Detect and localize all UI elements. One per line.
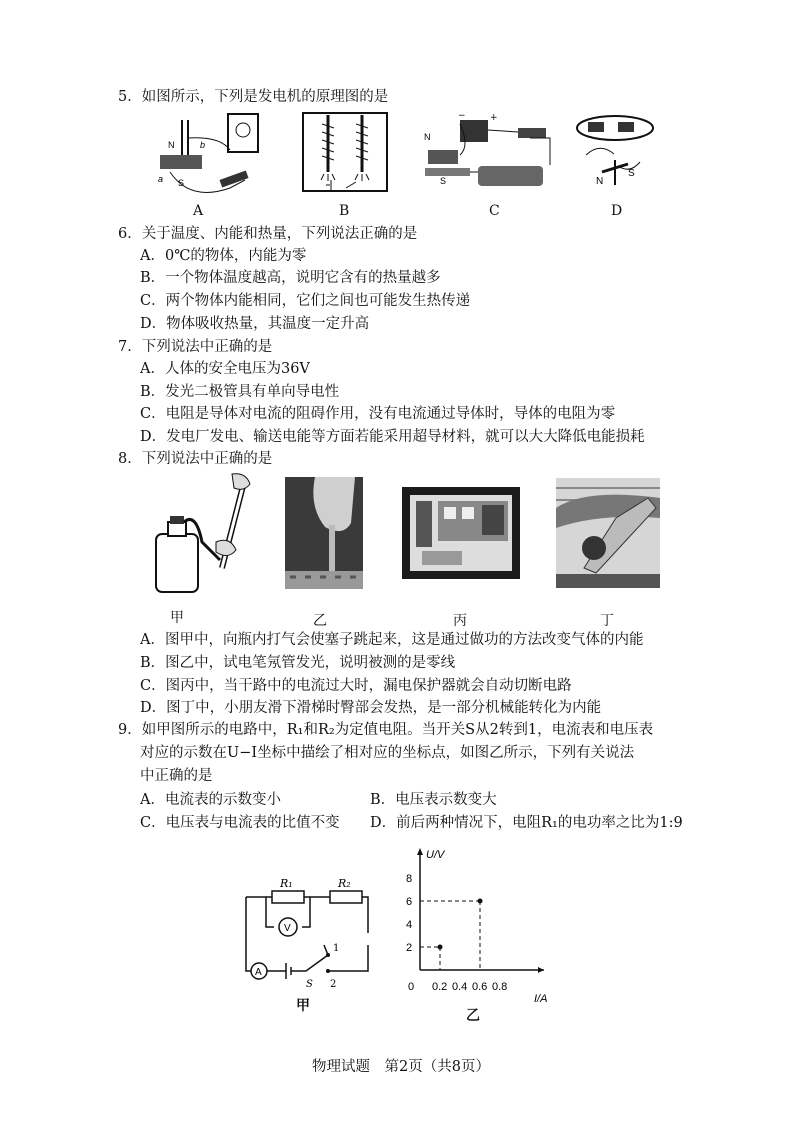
q5-figure-d [570, 110, 660, 195]
q8-figure-yi [285, 477, 363, 589]
q6-stem: 6．关于温度、内能和热量，下列说法正确的是 [118, 226, 418, 242]
q5-figure-c [420, 110, 560, 202]
q9-option-b: B．电压表示数变大 [370, 792, 497, 808]
q8-caption-ding: 丁 [600, 613, 614, 629]
q7-option-a: A．人体的安全电压为36V [140, 361, 310, 377]
q5-caption-c: C [489, 203, 500, 219]
x-tick-label: 0.2 [432, 981, 448, 993]
y-tick-label: 6 [406, 896, 413, 908]
q8-stem: 8．下列说法中正确的是 [118, 451, 273, 467]
y-tick-label: 4 [406, 919, 413, 931]
svg-text:N: N [424, 132, 431, 142]
q7-option-b: B．发光二极管具有单向导电性 [140, 384, 340, 400]
q8-option-a: A．图甲中，向瓶内打气会使塞子跳起来，这是通过做功的方法改变气体的内能 [140, 632, 644, 648]
q5-stem: 5．如图所示，下列是发电机的原理图的是 [118, 89, 389, 105]
q8-figure-ding [556, 478, 660, 588]
q9-option-d: D．前后两种情况下，电阻R₁的电功率之比为1:9 [370, 815, 683, 831]
q5-figure-a [150, 110, 270, 200]
svg-text:−: − [458, 111, 466, 121]
q9-circuit-diagram [238, 875, 378, 995]
q8-caption-bing: 丙 [453, 613, 467, 629]
q9-option-c: C．电压表与电流表的比值不变 [140, 815, 340, 831]
y-tick-label: 8 [406, 873, 413, 885]
x-tick-label: 0.4 [452, 981, 468, 993]
x-tick-label: 0.8 [492, 981, 508, 993]
q9-graph-caption: 乙 [466, 1008, 480, 1024]
label-b: b [200, 140, 206, 150]
contact-1-label: 1 [333, 943, 340, 954]
q6-option-c: C．两个物体内能相同，它们之间也可能发生热传递 [140, 293, 471, 309]
svg-text:S: S [440, 176, 447, 186]
q6-option-b: B．一个物体温度越高，说明它含有的热量越多 [140, 270, 441, 286]
data-point [438, 945, 443, 950]
q8-caption-jia: 甲 [170, 610, 184, 626]
page-footer: 物理试题 第2页（共8页） [312, 1059, 490, 1075]
q9-ui-graph [398, 842, 558, 1012]
q8-option-b: B．图乙中，试电笔氖管发光，说明被测的是零线 [140, 655, 456, 671]
q9-stem-line3: 中正确的是 [140, 768, 213, 784]
q9-stem-line2: 对应的示数在U−I坐标中描绘了相对应的坐标点，如图乙所示，下列有关说法 [140, 745, 635, 761]
q8-figure-bing [402, 487, 520, 579]
q7-option-c: C．电阻是导体对电流的阻碍作用，没有电流通过导体时，导体的电阻为零 [140, 406, 616, 422]
r1-label: R₁ [280, 877, 293, 890]
q5-caption-a: A [193, 203, 204, 219]
q6-option-a: A．0℃的物体，内能为零 [140, 248, 307, 264]
q9-option-a: A．电流表的示数变小 [140, 792, 281, 808]
y-axis-arrow [417, 848, 423, 855]
x-tick-label: 0 [408, 981, 415, 993]
r2-label: R₂ [338, 877, 351, 890]
label-s: S [178, 178, 185, 188]
q8-option-d: D．图丁中，小朋友滑下滑梯时臀部会发热，是一部分机械能转化为内能 [140, 700, 602, 716]
x-tick-label: 0.6 [472, 981, 488, 993]
x-axis-arrow [538, 967, 544, 973]
ammeter-label: A [255, 967, 262, 978]
q5-caption-b: B [339, 203, 350, 219]
switch-label: S [306, 979, 313, 990]
q9-stem-line1: 9．如甲图所示的电路中，R₁和R₂为定值电阻。当开关S从2转到1，电流表和电压表 [118, 722, 654, 738]
y-tick-label: 2 [406, 942, 413, 954]
svg-text:S: S [628, 168, 635, 179]
svg-text:+: + [490, 113, 498, 123]
svg-text:N: N [596, 176, 604, 187]
label-a: a [158, 174, 164, 184]
y-axis-label: U/V [426, 849, 445, 861]
data-point [478, 899, 483, 904]
q8-option-c: C．图丙中，当干路中的电流过大时，漏电保护器就会自动切断电路 [140, 678, 572, 694]
q5-caption-d: D [611, 203, 623, 219]
q8-figure-jia [148, 472, 278, 602]
q5-figure-b [300, 110, 390, 195]
q9-circuit-caption: 甲 [296, 998, 310, 1014]
label-n: N [168, 140, 175, 150]
contact-2-label: 2 [330, 979, 337, 990]
q8-caption-yi: 乙 [313, 613, 327, 629]
voltmeter-label: V [284, 923, 291, 934]
q7-option-d: D．发电厂发电、输送电能等方面若能采用超导材料，就可以大大降低电能损耗 [140, 429, 645, 445]
x-axis-label: I/A [534, 993, 548, 1005]
q6-option-d: D．物体吸收热量，其温度一定升高 [140, 316, 370, 332]
q7-stem: 7．下列说法中正确的是 [118, 339, 273, 355]
